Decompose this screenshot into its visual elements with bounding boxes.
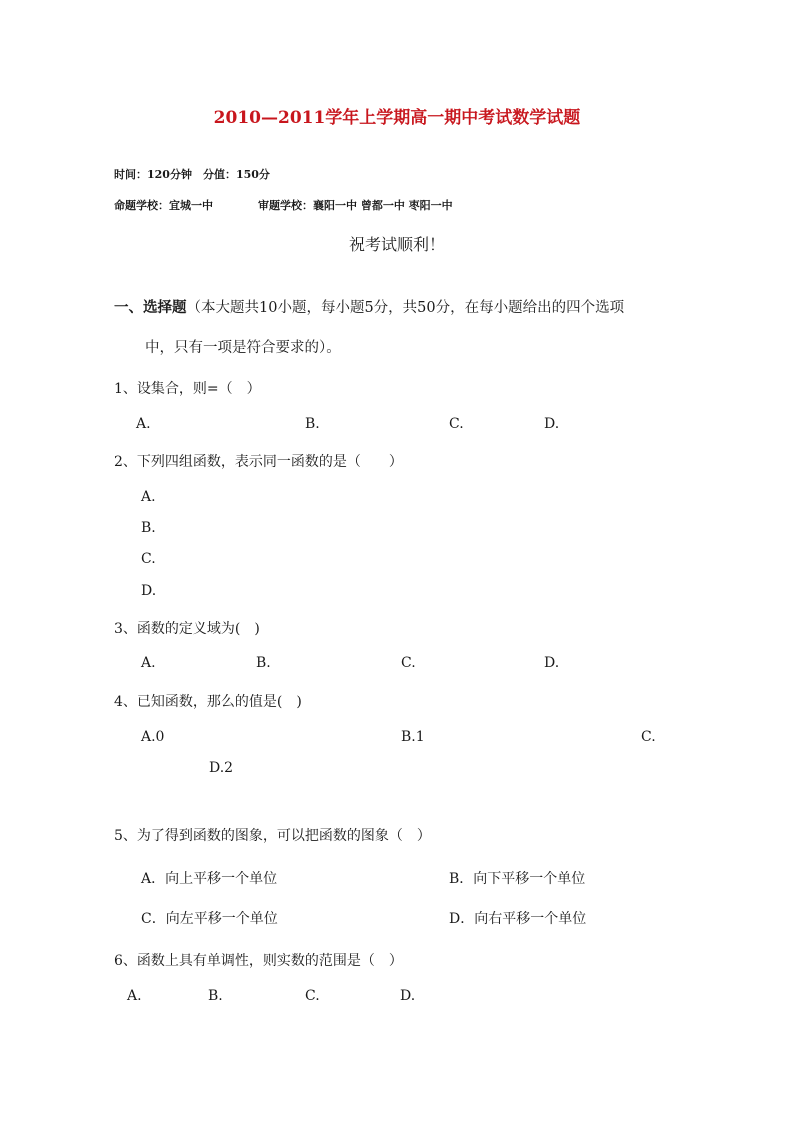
question-6-option-d: D. — [400, 988, 416, 1004]
question-4-option-c: C. — [641, 729, 656, 745]
question-2-stem: 2、下列四组函数，表示同一函数的是（ ） — [114, 454, 403, 470]
question-2-option-d: D. — [141, 583, 157, 599]
section-description-2: 中，只有一项是符合要求的）。 — [145, 340, 341, 356]
question-4-stem: 4、已知函数，那么的值是( ) — [114, 694, 302, 710]
question-6-stem: 6、函数上具有单调性，则实数的范围是（ ） — [114, 953, 403, 969]
question-1-stem: 1、设集合，则=（ ） — [114, 381, 261, 397]
question-4-option-a: A.0 — [141, 729, 165, 745]
question-3-option-c: C. — [401, 655, 416, 671]
question-3-option-d: D. — [544, 655, 560, 671]
question-5-stem: 5、为了得到函数的图象，可以把函数的图象（ ） — [114, 828, 431, 844]
time-score-line: 时间：120分钟 分值：150分 — [114, 168, 270, 181]
question-4-option-b: B.1 — [401, 729, 425, 745]
setter-school: 命题学校：宜城一中 — [114, 199, 213, 212]
question-3-option-a: A. — [141, 655, 156, 671]
section-heading — [114, 296, 624, 317]
question-5-option-d: D．向右平移一个单位 — [449, 911, 587, 927]
question-5-option-c: C．向左平移一个单位 — [141, 911, 278, 927]
exam-title: 2010—2011学年上学期高一期中考试数学试题 — [213, 108, 581, 128]
question-3-stem: 3、函数的定义域为( ) — [114, 621, 260, 637]
section-description-1: （本大题共10小题，每小题5分，共50分，在每小题给出的四个选项 — [186, 300, 625, 316]
question-5-option-a: A．向上平移一个单位 — [141, 871, 278, 887]
question-6-option-a: A. — [127, 988, 142, 1004]
question-1-option-d: D. — [544, 416, 560, 432]
question-2-option-c: C. — [141, 551, 156, 567]
question-1-option-b: B. — [305, 416, 320, 432]
question-6-option-b: B. — [208, 988, 223, 1004]
question-1-option-a: A. — [136, 416, 151, 432]
question-3-option-b: B. — [256, 655, 271, 671]
question-5-option-b: B．向下平移一个单位 — [449, 871, 586, 887]
question-2-option-b: B. — [141, 520, 156, 536]
reviewer-schools: 审题学校：襄阳一中 曾都一中 枣阳一中 — [258, 199, 453, 212]
question-6-option-c: C. — [305, 988, 320, 1004]
question-4-option-d: D.2 — [209, 760, 234, 776]
good-luck-line: 祝考试顺利！ — [348, 235, 445, 254]
question-2-option-a: A. — [141, 489, 156, 505]
section-label: 一、选择题 — [114, 299, 187, 316]
question-1-option-c: C. — [449, 416, 464, 432]
